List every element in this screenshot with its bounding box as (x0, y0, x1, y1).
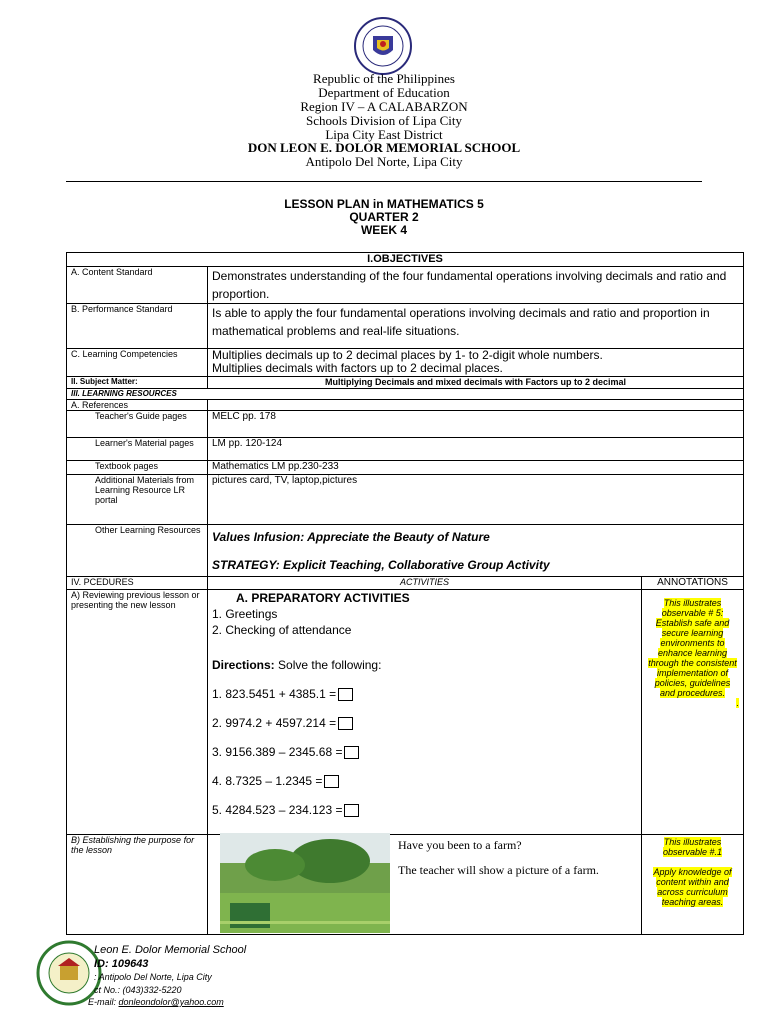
problem-5: 5. 4284.523 – 234.123 = (212, 803, 343, 817)
competency-1: Multiplies decimals up to 2 decimal places by 1- to 2-digit whole numbers. (212, 348, 603, 362)
header-line-division: Schools Division of Lipa City (306, 113, 462, 128)
header-line-region: Region IV – A CALABARZON (300, 99, 468, 114)
farm-question: Have you been to a farm? (398, 838, 522, 852)
header-line-deped: Department of Education (318, 85, 450, 100)
tb-label: Textbook pages (67, 461, 208, 475)
answer-box-2[interactable] (338, 717, 353, 730)
objectives-heading: I.OBJECTIVES (67, 253, 744, 267)
competencies-label: C. Learning Competencies (67, 349, 208, 377)
references-label: A. References (67, 400, 208, 411)
competency-2: Multiplies decimals with factors up to 2 decimal places. (212, 361, 503, 375)
subject-matter-text: Multiplying Decimals and mixed decimals with Factors up to 2 decimal (208, 377, 744, 389)
school-name: DON LEON E. DOLOR MEMORIAL SCHOOL (247, 140, 521, 155)
farm-teacher-note: The teacher will show a picture of a farm. (398, 863, 599, 877)
week-title: WEEK 4 (360, 223, 407, 237)
answer-box-4[interactable] (324, 775, 339, 788)
content-standard-label: A. Content Standard (67, 267, 208, 304)
subject-matter-label: II. Subject Matter: (67, 377, 208, 389)
content-standard-text: Demonstrates understanding of the four fundamental operations involving decimals and ratio and proportion. (208, 267, 744, 304)
purpose-label: B) Establishing the purpose for the lesson (67, 835, 208, 935)
values-infusion: Values Infusion: Appreciate the Beauty of Nature (212, 530, 490, 544)
answer-box-1[interactable] (338, 688, 353, 701)
annotation-2-head: This illustrates observable #.1 (662, 837, 723, 857)
annotation-1-head: This illustrates observable # 5: (661, 598, 724, 618)
tb-value: Mathematics LM pp.230-233 (208, 461, 744, 475)
procedures-col: IV. PCEDURES (67, 577, 208, 590)
strategy: STRATEGY: Explicit Teaching, Collaborative Group Activity (212, 558, 550, 572)
deped-seal (346, 16, 420, 76)
tg-label: Teacher's Guide pages (67, 411, 208, 438)
greetings: 1. Greetings (212, 607, 278, 621)
directions-label: Directions: (212, 658, 275, 672)
lm-label: Learner's Material pages (67, 438, 208, 461)
performance-standard-label: B. Performance Standard (67, 304, 208, 349)
footer-address: : Antipolo Del Norte, Lipa City (94, 972, 212, 982)
lesson-plan-table (66, 252, 744, 935)
am-value: pictures card, TV, laptop,pictures (208, 475, 744, 525)
problem-3: 3. 9156.389 – 2345.68 = (212, 745, 343, 759)
annotation-1-body: Establish safe and secure learning environments to enhance learning through the consistent implementation of policies, guidelines and procedures. (648, 618, 737, 698)
tg-value: MELC pp. 178 (208, 411, 744, 438)
other-resources-label: Other Learning Resources (67, 525, 208, 577)
annotation-2-body: Apply knowledge of content within and across curriculum teaching areas. (653, 867, 732, 907)
footer-school: Leon E. Dolor Memorial School (94, 944, 247, 956)
performance-standard-text: Is able to apply the four fundamental operations involving decimals and ratio and proportion in mathematical problems and real-life situations. (208, 304, 744, 349)
footer-contact: ct No.: (043)332-5220 (94, 985, 182, 995)
directions-text: Solve the following: (274, 658, 382, 672)
attendance: 2. Checking of attendance (212, 623, 352, 637)
footer-email[interactable]: donleondolor@yahoo.com (118, 997, 224, 1007)
answer-box-5[interactable] (344, 804, 359, 817)
footer-id: ID: 109643 (94, 958, 149, 970)
resources-heading: III. LEARNING RESOURCES (67, 389, 744, 400)
header-line-republic: Republic of the Philippines (313, 71, 455, 86)
lesson-plan-title: LESSON PLAN in MATHEMATICS 5 (284, 197, 484, 211)
problem-1: 1. 823.5451 + 4385.1 = (212, 687, 337, 701)
reviewing-label: A) Reviewing previous lesson or presenting the new lesson (67, 590, 208, 835)
answer-box-3[interactable] (344, 746, 359, 759)
problem-2: 2. 9974.2 + 4597.214 = (212, 716, 337, 730)
header-line-district: Lipa City East District (325, 127, 443, 142)
am-label: Additional Materials from Learning Resource LR portal (67, 475, 208, 525)
annotations-col: ANNOTATIONS (642, 577, 744, 590)
prep-heading: A. PREPARATORY ACTIVITIES (236, 591, 410, 605)
quarter-title: QUARTER 2 (349, 210, 419, 224)
annotation-1-dot: . (736, 698, 739, 708)
lm-value: LM pp. 120-124 (208, 438, 744, 461)
problem-4: 4. 8.7325 – 1.2345 = (212, 774, 323, 788)
activities-col: ACTIVITIES (208, 577, 642, 590)
footer-email-label: E-mail: (88, 997, 119, 1007)
farm-picture (220, 833, 390, 933)
school-address: Antipolo Del Norte, Lipa City (305, 154, 463, 169)
header-divider (66, 181, 702, 182)
